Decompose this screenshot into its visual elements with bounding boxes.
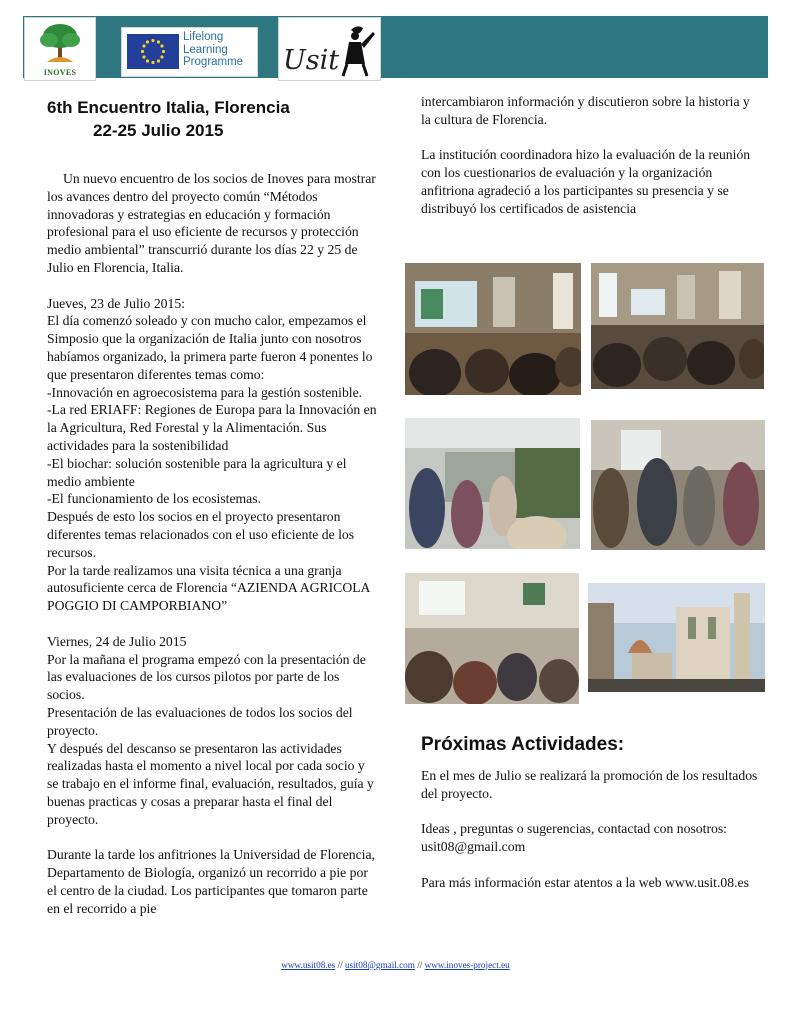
upcoming-heading: Próximas Actividades: <box>421 734 625 755</box>
footer-separator: // <box>417 960 423 970</box>
afternoon-paragraph: Durante la tarde los anfitriones la Universidad de Florencia, Departamento de Biología, organizó un recorrido a pie por el centro de la ciudad. Los participantes que tomaron parte en el recorrido a pie <box>47 847 376 916</box>
thursday-text: Por la tarde realizamos una visita técnica a una granja autosuficiente cerca de Florencia “AZIENDA AGRICOLA POGGIO DI CAMPORBIANO” <box>47 562 370 614</box>
article-title-line1: 6th Encuentro Italia, Florencia <box>47 98 290 117</box>
friday-date: Viernes, 24 de Julio 2015 <box>47 633 187 649</box>
topic-item: -La red ERIAFF: Regiones de Europa para la Innovación en la Agricultura, Red Forestal y la Alimentación. Sus actividades para la sostenibilidad <box>47 402 377 453</box>
right-column <box>421 93 756 218</box>
thursday-text: El día comenzó soleado y con mucho calor, empezamos el Simposio que la organización de Italia junto con nosotros habíamos organizado, la primera parte fueron 4 ponentes lo que presentaron diferentes temas como: <box>47 313 373 382</box>
footer-link-usit[interactable]: www.usit08.es <box>281 960 336 970</box>
closing-paragraph: La institución coordinadora hizo la evaluación de la reunión con los cuestionarios de evaluación y la organización anfitriona agradeció a los participantes su presencia y se distribuyó los certificados de asistencia <box>421 147 751 216</box>
eu-flag-icon <box>127 34 179 69</box>
figure-icon <box>331 22 377 78</box>
upcoming-section <box>421 733 761 892</box>
usit-logo <box>278 17 381 81</box>
footer <box>0 960 791 970</box>
afternoon-continuation: intercambiaron información y discutieron sobre la historia y la cultura de Florencia. <box>421 94 750 127</box>
llp-text-line2: Learning <box>183 43 228 56</box>
photo-audience-projector <box>591 263 764 389</box>
friday-text: Por la mañana el programa empezó con la presentación de las evaluaciones de los cursos pilotos por parte de los socios. <box>47 651 366 703</box>
thursday-text: Después de esto los socios en el proyecto presentaron diferentes temas relacionados con el uso eficiente de los recursos. <box>47 509 355 560</box>
topic-item: -El biochar: solución sostenible para la agricultura y el medio ambiente <box>47 455 347 489</box>
lifelong-learning-logo <box>121 27 258 77</box>
upcoming-paragraph: En el mes de Julio se realizará la promoción de los resultados del proyecto. <box>421 768 758 801</box>
left-column <box>47 96 379 917</box>
photo-conference-room <box>405 263 581 395</box>
contact-paragraph: Ideas , preguntas o sugerencias, contactad con nosotros: usit08@gmail.com <box>421 821 727 855</box>
friday-text: Y después del descanso se presentaron las actividades realizadas hasta el momento a nivel local por cada socio y se trabajo en el informe final, evaluación, resultados, guía y buenas practicas y cosas a preparar hasta el final del proyecto. <box>47 740 374 827</box>
friday-text: Presentación de las evaluaciones de todos los socios del proyecto. <box>47 704 353 738</box>
photo-greenhouse-visit <box>405 418 580 549</box>
usit-logo-text: Usit <box>283 45 340 76</box>
inoves-logo <box>24 17 96 81</box>
thursday-date: Jueves, 23 de Julio 2015: <box>47 295 186 311</box>
intro-paragraph: Un nuevo encuentro de los socios de Inoves para mostrar los avances dentro del proyecto común “Métodos innovadoras y estrategias en educación y formación profesional para el uso eficiente de recursos y protección medio ambiental” transcurrió durante los días 22 y 25 de Julio en Florencia, Italia. <box>47 171 376 275</box>
llp-text-line3: Programme <box>183 56 244 68</box>
footer-link-inoves[interactable]: www.inoves-project.eu <box>424 960 510 970</box>
web-paragraph: Para más información estar atentos a la web www.usit.08.es <box>421 874 749 890</box>
topic-item: -El funcionamiento de los ecosistemas. <box>47 491 262 507</box>
tree-icon <box>25 18 95 68</box>
photo-lecture-hall <box>405 573 579 704</box>
article-title-line2: 22-25 Julio 2015 <box>93 121 224 140</box>
footer-separator: // <box>337 960 343 970</box>
photo-florence-cathedral <box>588 583 765 692</box>
llp-text-line1: Lifelong <box>183 31 224 43</box>
footer-link-email[interactable]: usit08@gmail.com <box>344 960 415 970</box>
topic-item: -Innovación en agroecosistema para la gestión sostenible. <box>47 384 363 400</box>
photo-group-indoor <box>591 420 765 550</box>
llp-text <box>183 31 243 69</box>
inoves-logo-text: INOVES <box>43 68 77 77</box>
